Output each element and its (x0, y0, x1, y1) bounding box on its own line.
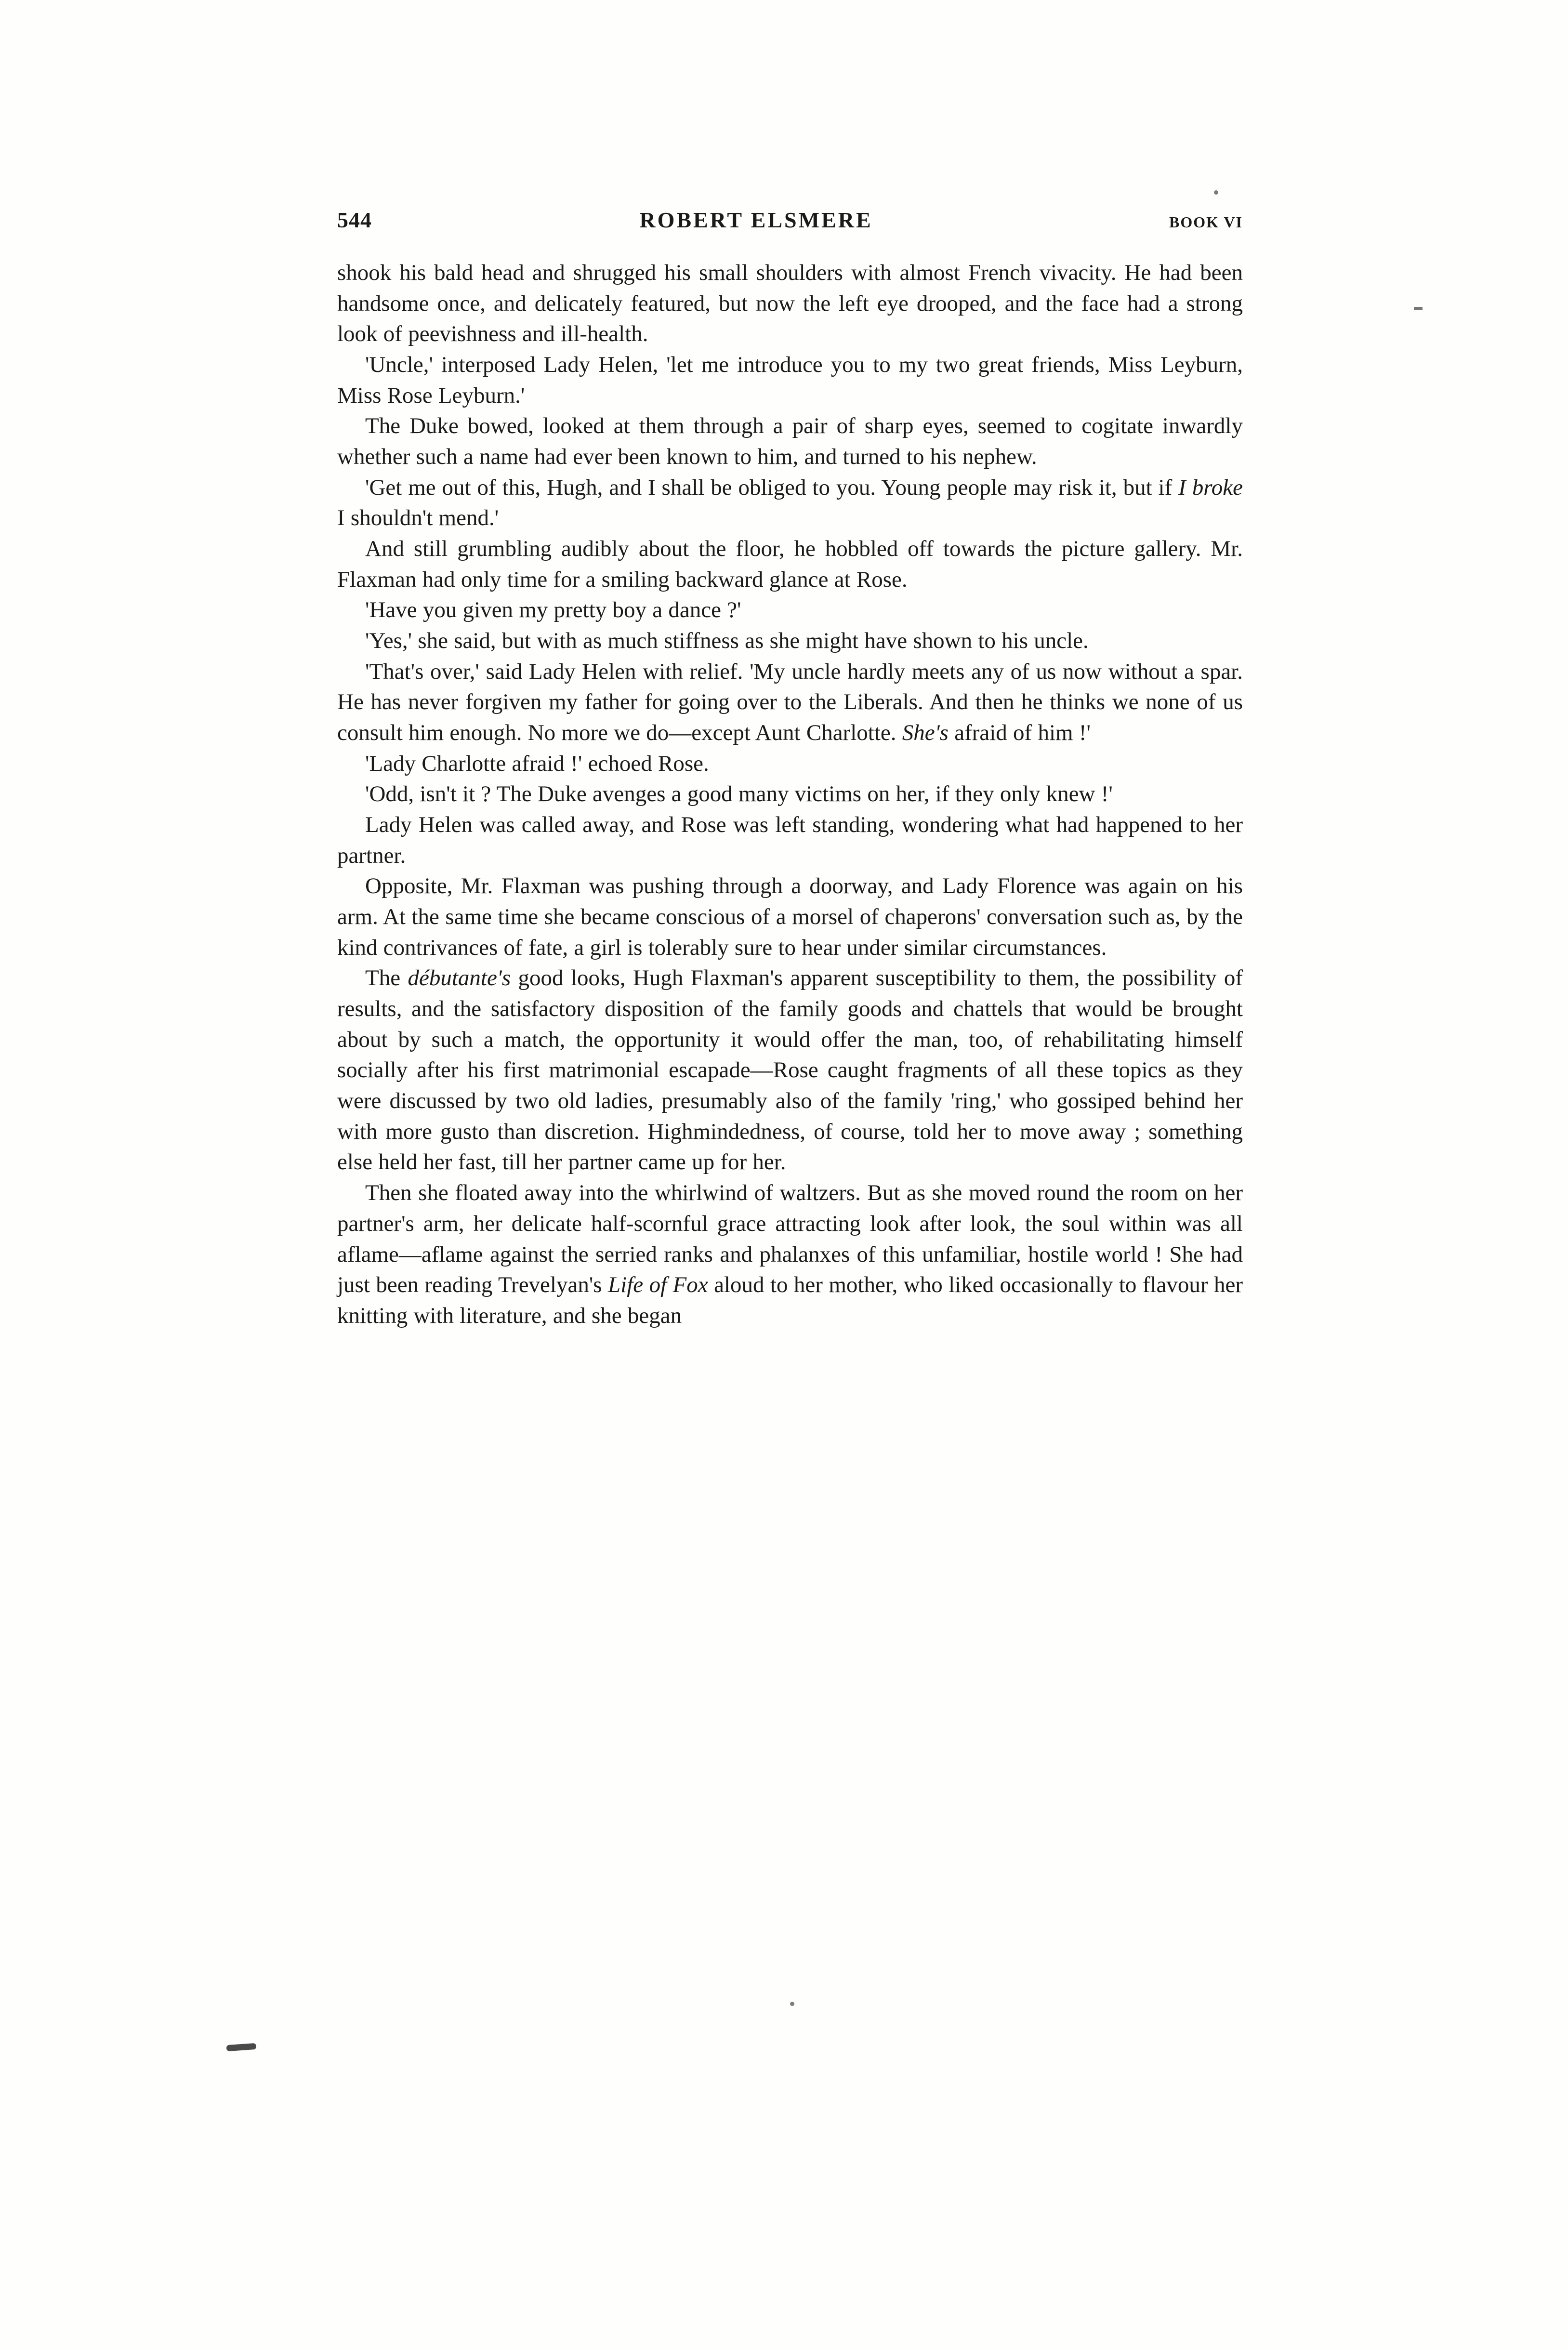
paragraph: And still grumbling audibly about the floor, he hobbled off towards the picture gallery. Mr. Flaxman had only time for a smiling backward glance at Rose. (337, 536, 1243, 592)
ink-speck-bottom (790, 2002, 794, 2006)
paragraph: 'Have you given my pretty boy a dance ?' (365, 597, 741, 623)
paragraph: shook his bald head and shrugged his small shoulders with almost French vivacity. He had been handsome once, and delicately featured, but now the left eye drooped, and the face had a strong look of peevishness and ill-health. (337, 260, 1243, 347)
paragraph: 'Get me out of this, Hugh, and I shall be obliged to you. Young people may risk it, but if I broke I shouldn't mend.' (337, 475, 1243, 531)
body-text (337, 258, 1243, 1332)
paragraph: Then she floated away into the whirlwind of waltzers. But as she moved round the room on her partner's arm, her delicate half-scornful grace attracting look after look, the soul within was all aflame—aflame against the serried ranks and phalanxes of this unfamiliar, hostile world ! She had just been reading Trevelyan's Life of Fox aloud to her mother, who liked occasionally to flavour her knitting with literature, and she began (337, 1180, 1243, 1328)
paragraph: 'Yes,' she said, but with as much stiffness as she might have shown to his uncle. (365, 628, 1089, 654)
margin-ink-mark (226, 2043, 257, 2051)
paragraph: The débutante's good looks, Hugh Flaxman's apparent susceptibility to them, the possibility of results, and the satisfactory disposition of the family goods and chattels that would be brought about by such a match, the opportunity it would offer the man, too, of rehabilitating himself socially after his first matrimonial escapade—Rose caught fragments of all these topics as they were discussed by two old ladies, presumably also of the family 'ring,' who gossiped behind her with more gusto than discretion. Highmindedness, of course, told her to move away ; something else held her fast, till her partner came up for her. (337, 965, 1243, 1175)
paragraph: 'That's over,' said Lady Helen with relief. 'My uncle hardly meets any of us now without a spar. He has never forgiven my father for going over to the Liberals. And then he thinks we none of us consult him enough. No more we do—except Aunt Charlotte. She's afraid of him !' (337, 659, 1243, 746)
page-title: ROBERT ELSMERE (639, 208, 873, 232)
page-number: 544 (337, 208, 372, 232)
ink-dash-right (1414, 307, 1423, 310)
paragraph: 'Lady Charlotte afraid !' echoed Rose. (365, 751, 709, 776)
book-label: BOOK VI (1169, 213, 1243, 231)
ink-speck-top (1214, 190, 1218, 195)
page-content (337, 207, 1243, 1332)
paragraph: 'Uncle,' interposed Lady Helen, 'let me introduce you to my two great friends, Miss Leyburn, Miss Rose Leyburn.' (337, 352, 1243, 408)
paragraph: Opposite, Mr. Flaxman was pushing through a doorway, and Lady Florence was again on his arm. At the same time she became conscious of a morsel of chaperons' conversation such as, by the kind contrivances of fate, a girl is tolerably sure to hear under similar circumstances. (337, 873, 1243, 960)
paragraph: 'Odd, isn't it ? The Duke avenges a good many victims on her, if they only knew !' (365, 781, 1113, 807)
paragraph: The Duke bowed, looked at them through a pair of sharp eyes, seemed to cogitate inwardly whether such a name had ever been known to him, and turned to his nephew. (337, 413, 1243, 470)
running-head (337, 207, 1243, 233)
paragraph: Lady Helen was called away, and Rose was left standing, wondering what had happened to her partner. (337, 812, 1243, 868)
